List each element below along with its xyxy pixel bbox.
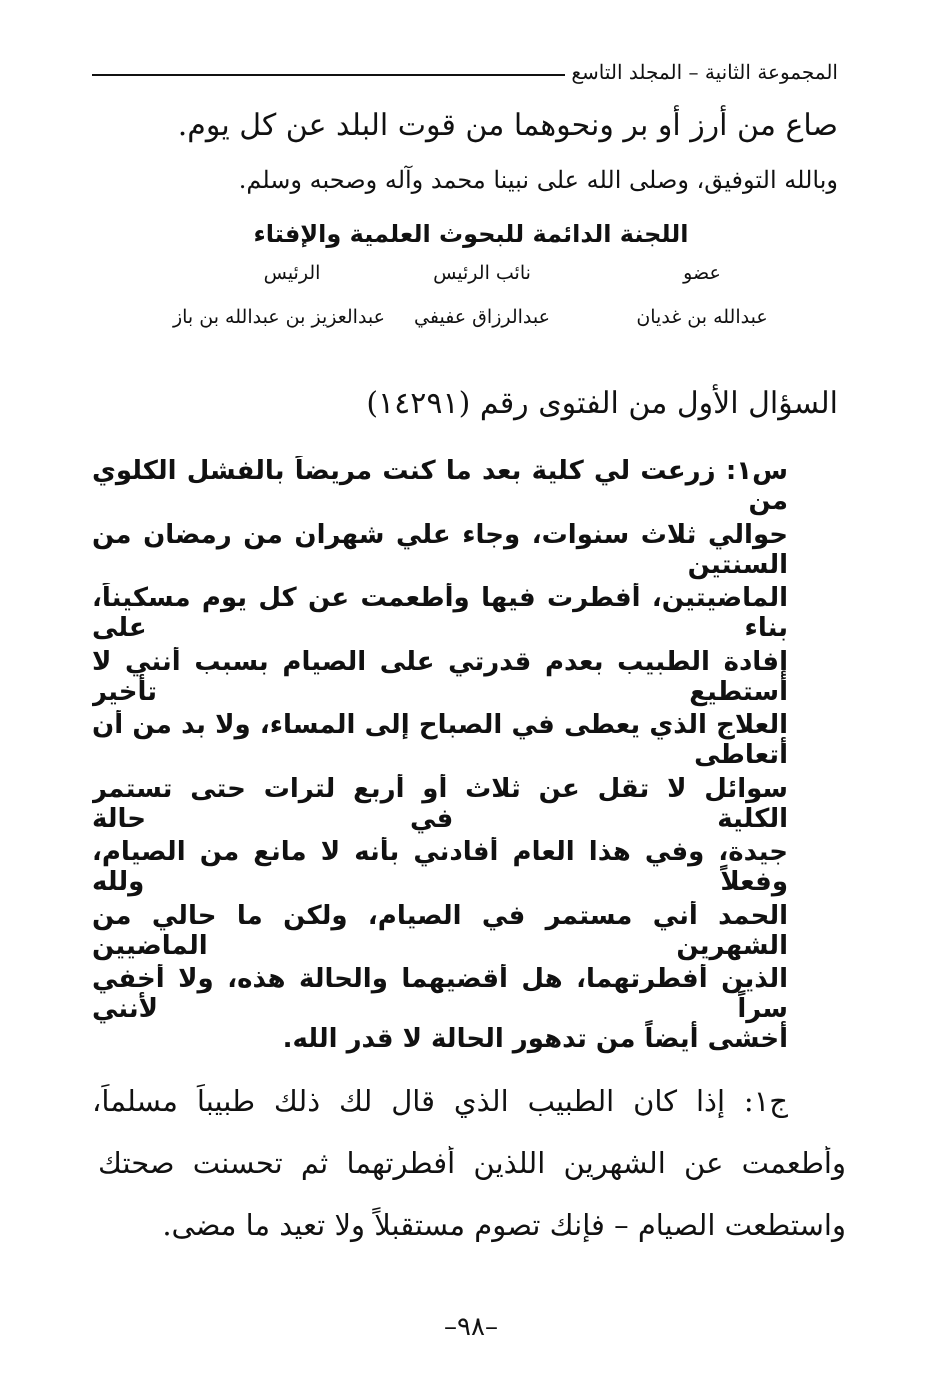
intro-line: صاع من أرز أو بر ونحوهما من قوت البلد عن كل يوم. [177,108,838,143]
question-line: حوالي ثلاث سنوات، وجاء علي شهران من رمضان من السنتين [92,520,788,580]
answer-line: ج١: إذا كان الطبيب الذي قال لك ذلك طبيباً مسلماً، [92,1084,788,1118]
running-head-rule [92,74,565,76]
signatory-name: عبدالله بن غديان [636,306,768,328]
answer-line: وأطعمت عن الشهرين اللذين أفطرتهما ثم تحسنت صحتك [98,1146,846,1180]
answer-line: واستطعت الصيام – فإنك تصوم مستقبلاً ولا تعيد ما مضى. [162,1208,846,1242]
signatory-role: نائب الرئيس [433,262,531,284]
signatory-role: الرئيس [263,262,321,284]
question-line: الماضيتين، أفطرت فيها وأطعمت عن كل يوم مسكيناً، بناء على [92,583,788,643]
question-line: العلاج الذي يعطى في الصباح إلى المساء، ولا بد من أن أتعاطى [92,710,788,770]
question-title: السؤال الأول من الفتوى رقم (١٤٢٩١) [366,386,838,421]
signatory-name: عبدالرزاق عفيفي [414,306,550,328]
committee-name: اللجنة الدائمة للبحوث العلمية والإفتاء [253,220,689,248]
question-line: الذين أفطرتهما، هل أقضيهما والحالة هذه، ولا أخفي سراً لأنني [92,964,788,1024]
intro-line: وبالله التوفيق، وصلى الله على نبينا محمد وآله وصحبه وسلم. [238,166,838,194]
running-head-title: المجموعة الثانية – المجلد التاسع [571,60,838,84]
running-head [92,44,838,84]
question-line: جيدة، وفي هذا العام أفادني بأنه لا مانع من الصيام، وفعلاً ولله [92,837,788,897]
question-line: الحمد أني مستمر في الصيام، ولكن ما حالي من الشهرين الماضيين [92,901,788,961]
question-line: سوائل لا تقل عن ثلاث أو أربع لترات حتى تستمر الكلية في حالة [92,774,788,834]
question-line: إفادة الطبيب بعدم قدرتي على الصيام بسبب أنني لا أستطيع تأخير [92,647,788,707]
signatory-name: عبدالعزيز بن عبدالله بن باز [172,306,386,328]
question-line: أخشى أيضاً من تدهور الحالة لا قدر الله. [282,1024,788,1054]
page-number: –٩٨– [444,1312,498,1342]
question-line: س١: زرعت لي كلية بعد ما كنت مريضاً بالفشل الكلوي من [92,456,788,516]
signatory-role: عضو [683,262,721,284]
